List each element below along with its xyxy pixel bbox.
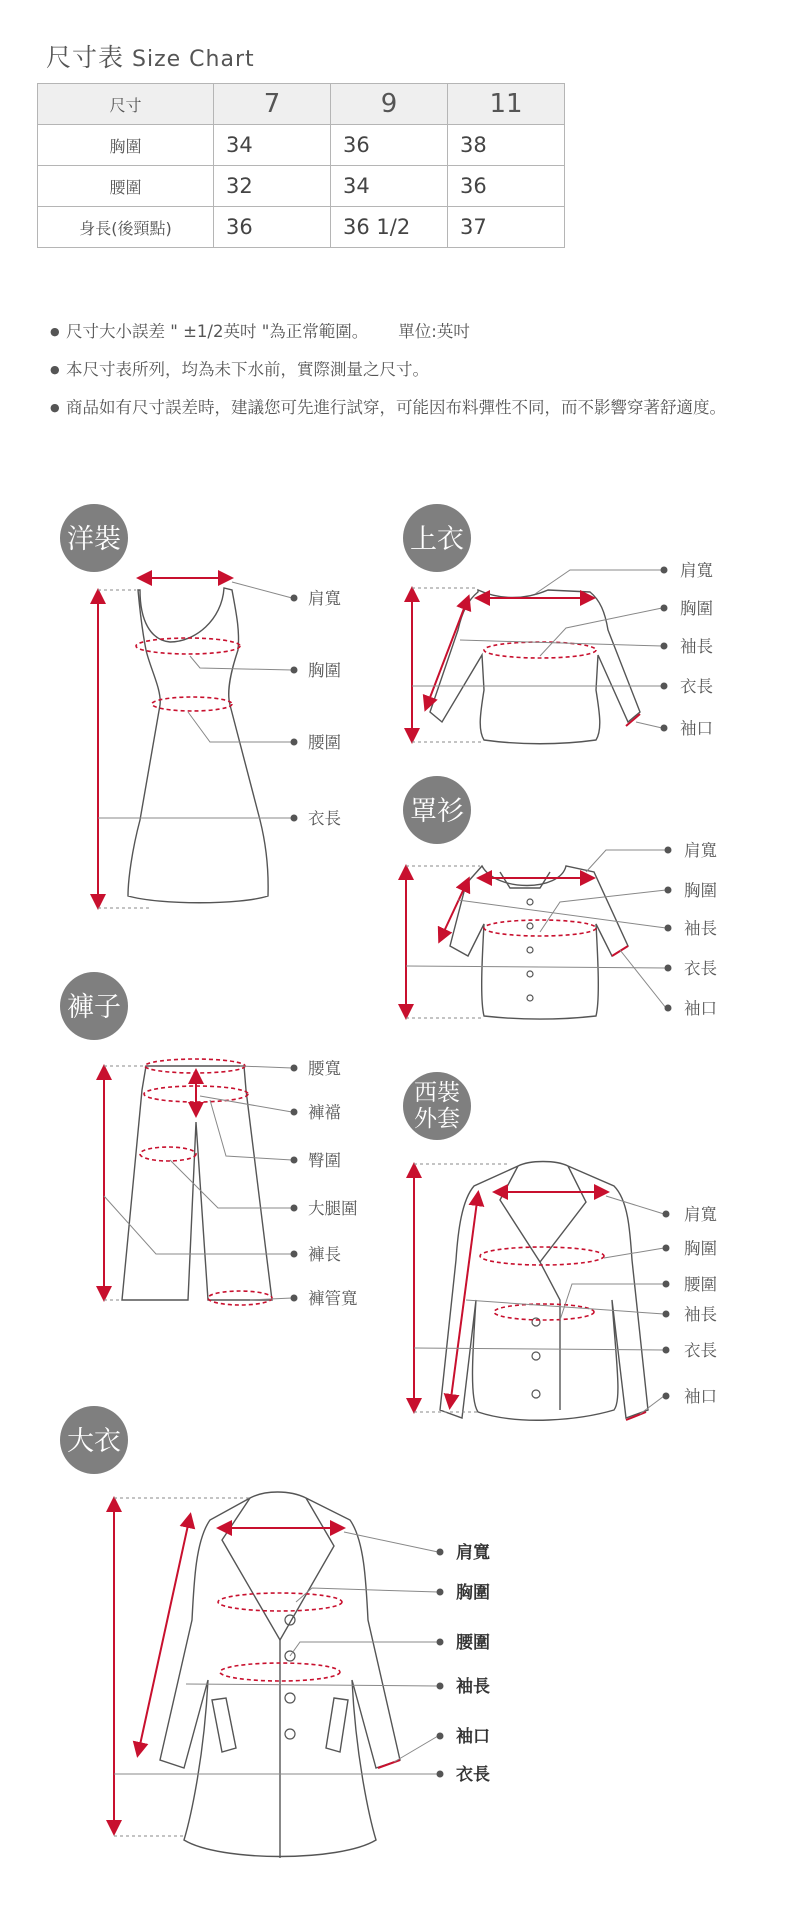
top-name: 上衣 (410, 524, 464, 555)
title-en: Size Chart (132, 47, 255, 72)
dress-outline (128, 588, 268, 903)
top-diagram (403, 504, 713, 744)
dress-label: 胸圍 (308, 661, 341, 680)
coat-diagram (60, 1406, 490, 1858)
table-cell: 36 (448, 166, 565, 207)
top-label: 胸圍 (680, 599, 713, 618)
blouse-label: 胸圍 (684, 881, 717, 900)
size-table (37, 83, 565, 248)
table-cell: 34 (331, 166, 448, 207)
table-header-row (38, 84, 565, 125)
note-text: 本尺寸表所列，均為未下水前，實際測量之尺寸。 (66, 360, 429, 379)
blouse-outline (450, 866, 628, 1019)
table-cell: 36 (214, 207, 331, 248)
table-cell: 32 (214, 166, 331, 207)
garment-diagrams (0, 480, 793, 1920)
coat-label: 袖長 (456, 1677, 490, 1697)
dress-label: 衣長 (308, 809, 341, 828)
header-size: 7 (214, 84, 331, 125)
pants-label: 褲長 (308, 1245, 341, 1264)
table-row (38, 125, 565, 166)
top-label: 袖長 (680, 637, 713, 656)
note-item (50, 396, 750, 420)
note-item (50, 320, 750, 344)
blouse-label: 衣長 (684, 959, 717, 978)
blouse-label: 肩寬 (684, 841, 717, 860)
table-cell: 36 1/2 (331, 207, 448, 248)
pants-label: 臀圍 (308, 1151, 341, 1170)
coat-label: 胸圍 (456, 1583, 490, 1603)
pants-label: 褲管寬 (308, 1289, 358, 1308)
pants-diagram (60, 972, 358, 1308)
table-row (38, 207, 565, 248)
table-cell: 37 (448, 207, 565, 248)
title-zh: 尺寸表 (46, 43, 125, 72)
row-label: 腰圍 (38, 166, 214, 207)
coat-label: 袖口 (456, 1727, 490, 1747)
blouse-diagram (403, 776, 717, 1019)
note-unit: 單位:英吋 (398, 322, 470, 341)
suit-label: 肩寬 (684, 1205, 717, 1224)
header-label: 尺寸 (38, 84, 214, 125)
table-row (38, 166, 565, 207)
pants-label: 腰寬 (308, 1059, 341, 1078)
suit-name-line1: 西裝 (414, 1080, 460, 1106)
suit-label: 袖長 (684, 1305, 717, 1324)
top-label: 衣長 (680, 677, 713, 696)
top-label: 袖口 (680, 719, 713, 738)
page-title (46, 38, 255, 74)
row-label: 胸圍 (38, 125, 214, 166)
note-text: 尺寸大小誤差 " ±1/2英吋 "為正常範圍。 (66, 322, 369, 341)
top-label: 肩寬 (680, 561, 713, 580)
coat-label: 衣長 (456, 1765, 490, 1785)
row-label: 身長(後頸點) (38, 207, 214, 248)
blouse-label: 袖長 (684, 919, 717, 938)
suit-label: 胸圍 (684, 1239, 717, 1258)
header-size: 9 (331, 84, 448, 125)
suit-label: 袖口 (684, 1387, 717, 1406)
coat-label: 腰圍 (456, 1633, 490, 1653)
dress-name: 洋裝 (67, 524, 121, 555)
note-text: 商品如有尺寸誤差時，建議您可先進行試穿，可能因布料彈性不同，而不影響穿著舒適度。 (66, 398, 726, 417)
table-cell: 38 (448, 125, 565, 166)
table-cell: 36 (331, 125, 448, 166)
suit-diagram (403, 1072, 717, 1420)
dress-diagram (60, 504, 341, 908)
coat-label: 肩寬 (456, 1543, 490, 1563)
pants-label: 褲襠 (308, 1103, 341, 1122)
header-size: 11 (448, 84, 565, 125)
blouse-label: 袖口 (684, 999, 717, 1018)
note-item (50, 358, 750, 382)
notes-list (50, 320, 750, 434)
dress-label: 肩寬 (308, 589, 341, 608)
suit-name-line2: 外套 (414, 1106, 460, 1132)
table-cell: 34 (214, 125, 331, 166)
dress-label: 腰圍 (308, 733, 341, 752)
pants-label: 大腿圍 (308, 1199, 358, 1218)
suit-label: 腰圍 (684, 1275, 717, 1294)
suit-outline (440, 1162, 648, 1421)
coat-name: 大衣 (67, 1426, 121, 1457)
suit-label: 衣長 (684, 1341, 717, 1360)
pants-name: 褲子 (67, 992, 121, 1023)
blouse-name: 罩衫 (410, 796, 464, 827)
